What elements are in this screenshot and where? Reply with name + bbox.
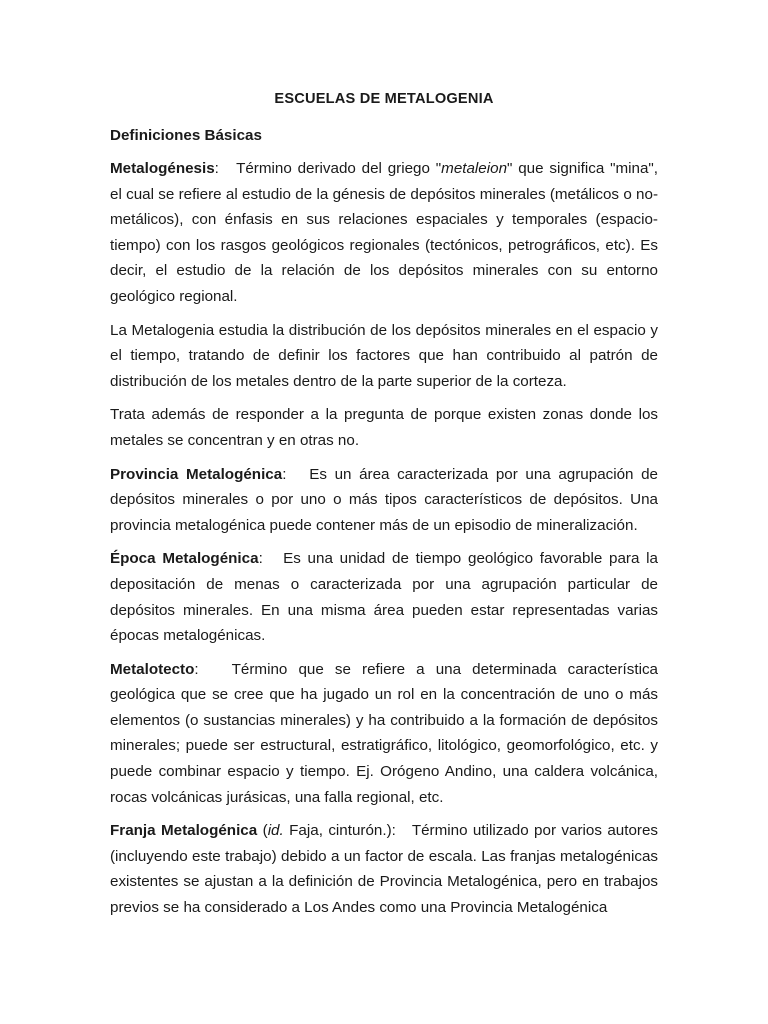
italic-word: id. (267, 822, 284, 840)
italic-word: metaleion (441, 160, 508, 177)
paragraph-metalogenesis (110, 156, 658, 310)
term-separator: : (214, 160, 237, 177)
paragraph-question: Trata además de responder a la pregunta de porque existen zonas donde los metales se concentran y en otras no. (110, 406, 658, 449)
paragraph-distribution: La Metalogenia estudia la distribución de los depósitos minerales en el espacio y el tiempo, tratando de definir los factores que han contribuido al patrón de distribución de los metales dentro de la parte superior de la corteza. (110, 321, 658, 390)
definition-text: Término derivado del griego " (236, 160, 442, 177)
term-separator: : (194, 660, 232, 678)
document-page (110, 88, 658, 929)
term-separator: : (282, 465, 310, 483)
definition-text: Término que se refiere a una determinada característica geológica que se cree que ha jugado un rol en la concentración de uno o más elementos (o sustancias minerales) y ha contribuido a la formación de depósitos minerales; puede ser estructural, estratigráfico, litológico, geomorfológico, etc. y puede combinar espacio y tiempo. Ej. Orógeno Andino, una caldera volcánica, rocas volcánicas jurásicas, una falla regional, etc. (110, 660, 658, 806)
paragraph-franja (110, 818, 658, 920)
term-metalogenesis: Metalogénesis (110, 160, 215, 177)
paren-open: ( (257, 822, 268, 840)
document-title: ESCUELAS DE METALOGENIA (274, 91, 494, 107)
term-provincia: Provincia Metalogénica (110, 465, 283, 483)
section-heading: Definiciones Básicas (110, 127, 262, 144)
term-separator: : (258, 550, 284, 568)
term-epoca: Época Metalogénica (110, 550, 259, 568)
paragraph-epoca (110, 546, 658, 648)
definition-text: Es una unidad de tiempo geológico favorable para la depositación de menas o caracterizada por una agrupación particular de depósitos minerales. En una misma área pueden estar representadas varias épocas metalogénicas. (110, 550, 658, 645)
definition-text: Es un área caracterizada por una agrupación de depósitos minerales o por uno o más tipos característicos de depósitos. Una provincia metalogénica puede contener más de un episodio de mineralización. (110, 465, 659, 534)
term-metalotecto: Metalotecto (110, 660, 195, 678)
definition-text: " que significa "mina", el cual se refiere al estudio de la génesis de depósitos minerales (metálicos o no-metálicos), con énfasis en sus relaciones espaciales y temporales (espacio-tiempo) con los rasgos geológicos regionales (tectónicos, petrográficos, etc). Es decir, el estudio de la relación de los depósitos minerales con su entorno geológico regional. (110, 160, 658, 305)
paren-rest: Faja, cinturón.): (283, 822, 412, 840)
paragraph-provincia (110, 462, 658, 539)
definition-text: Término utilizado por varios autores (incluyendo este trabajo) debido a un factor de escala. Las franjas metalogénicas existentes se ajustan a la definición de Provincia Metalogénica, pero en trabajos previos se ha considerado a Los Andes como una Provincia Metalogénica (110, 822, 659, 917)
term-franja: Franja Metalogénica (110, 822, 258, 840)
paragraph-metalotecto (110, 657, 658, 811)
